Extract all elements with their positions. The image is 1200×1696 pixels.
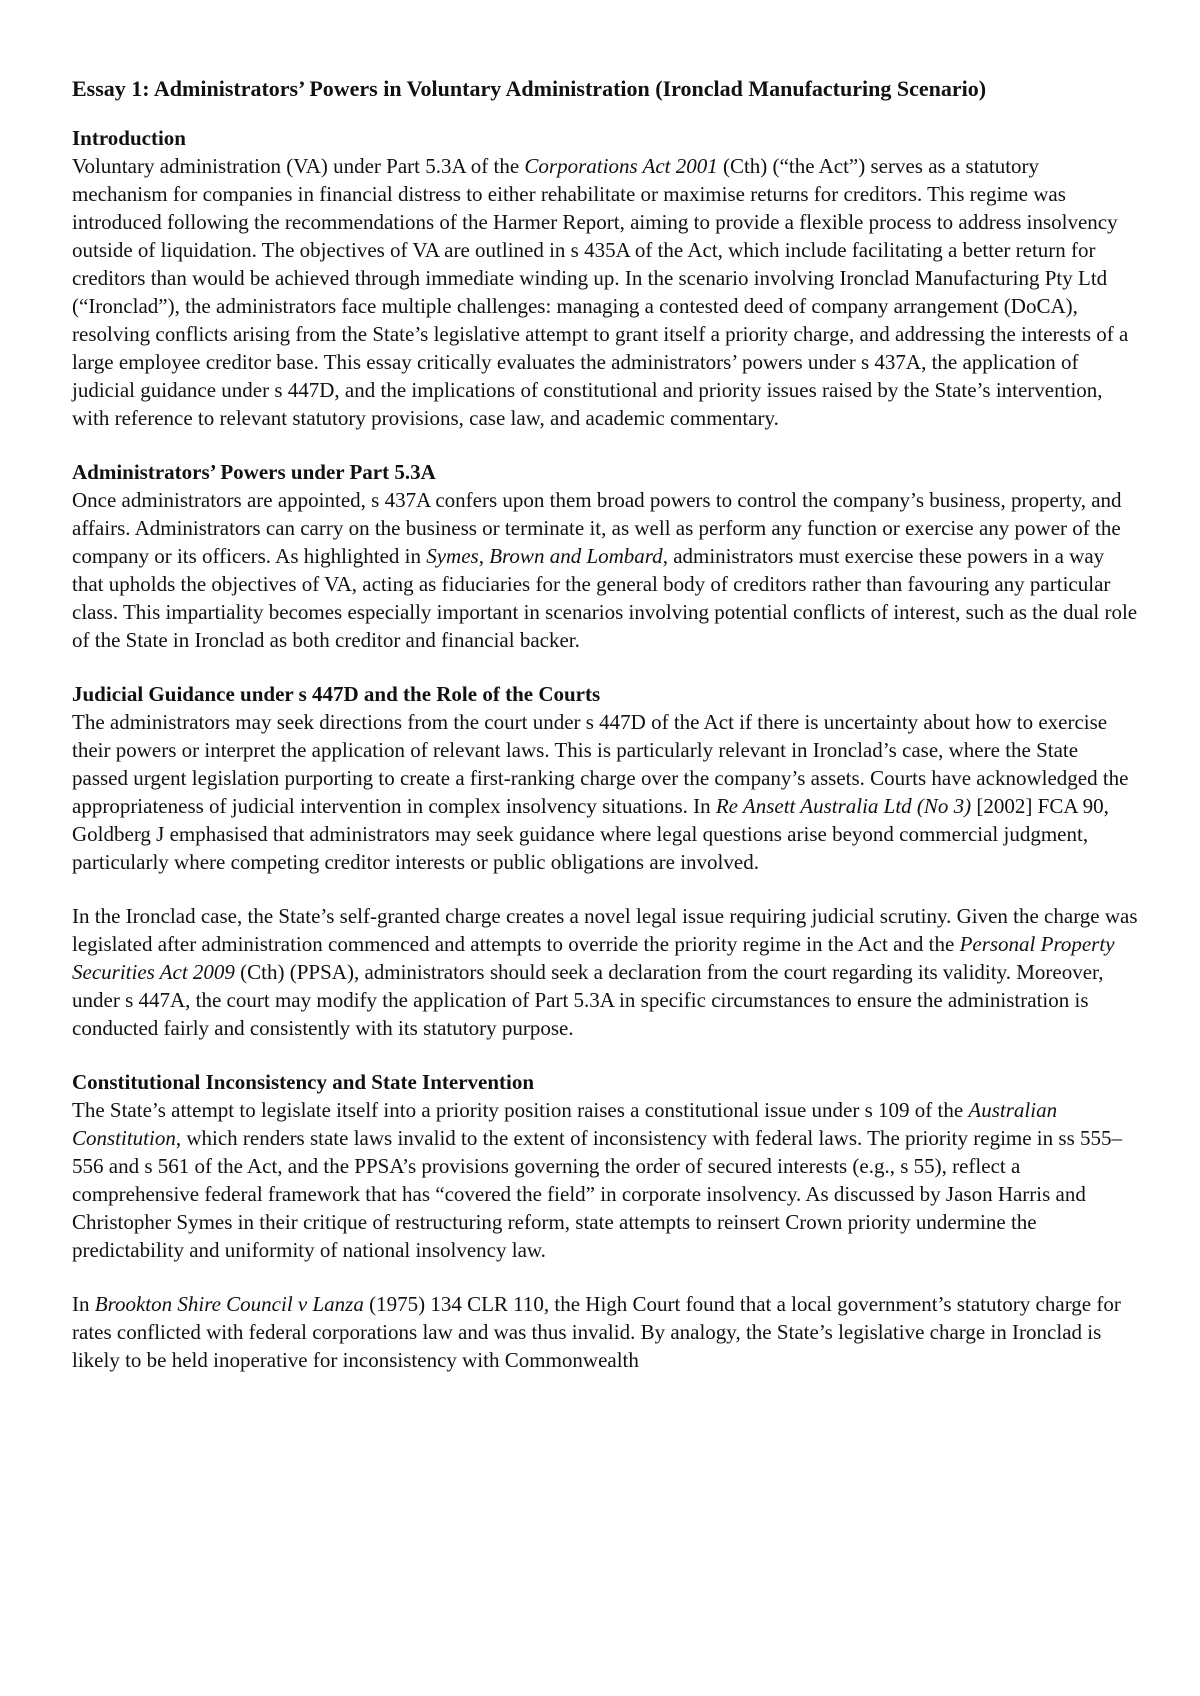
text-run: , which renders state laws invalid to the extent of inconsistency with federal laws. The priority regime in ss 555–556 and s 561 of the Act, and the PPSA’s provisions governing the order of secured interests (e.g., s 55), reflect a comprehensive federal framework that has “covered the field” in corporate insolvency. As discussed by Jason Harris and Christopher Symes in their critique of restructuring reform, state attempts to reinsert Crown priority undermine the predictability and uniformity of national insolvency law. xyxy=(72,1126,1122,1262)
case-citation: Re Ansett Australia Ltd (No 3) xyxy=(715,794,972,818)
text-run: (Cth) (“the Act”) serves as a statutory mechanism for companies in financial distress to either rehabilitate or maximise returns for creditors. This regime was introduced following the recommendations of the Harmer Report, aiming to provide a flexible process to address insolvency outside of liquidation. The objectives of VA are outlined in s 435A of the Act, which include facilitating a better return for creditors than would be achieved through immediate winding up. In the scenario involving Ironclad Manufacturing Pty Ltd (“Ironclad”), the administrators face multiple challenges: managing a contested deed of company arrangement (DoCA), resolving conflicts arising from the State’s legislative attempt to grant itself a priority charge, and addressing the interests of a large employee creditor base. This essay critically evaluates the administrators’ powers under s 437A, the application of judicial guidance under s 447D, and the implications of constitutional and priority issues raised by the State’s intervention, with reference to relevant statutory provisions, case law, and academic commentary. xyxy=(72,154,1129,430)
text-run: [2002] FCA 90, Goldberg J emphasised that administrators may seek guidance where legal questions arise beyond commercial judgment, particularly where competing creditor interests or public obligations are involved. xyxy=(72,794,1109,874)
act-citation: Personal Property Securities Act 2009 xyxy=(72,932,1115,984)
section-judicial-guidance xyxy=(72,680,1138,1042)
constitutional-heading: Constitutional Inconsistency and State Intervention xyxy=(72,1070,535,1094)
section-constitutional xyxy=(72,1068,1138,1374)
powers-paragraph xyxy=(72,486,1138,654)
judicial-heading: Judicial Guidance under s 447D and the Role of the Courts xyxy=(72,682,601,706)
constitution-citation: Australian Constitution xyxy=(72,1098,1058,1150)
section-powers xyxy=(72,458,1138,654)
introduction-paragraph xyxy=(72,152,1138,432)
book-citation: Symes, Brown and Lombard xyxy=(426,544,663,568)
section-introduction xyxy=(72,124,1138,432)
case-citation: Brookton Shire Council v Lanza xyxy=(94,1292,364,1316)
judicial-paragraph-1 xyxy=(72,708,1138,876)
powers-heading: Administrators’ Powers under Part 5.3A xyxy=(72,460,436,484)
document-page xyxy=(72,72,1138,1400)
act-citation: Corporations Act 2001 xyxy=(524,154,718,178)
text-run: The administrators may seek directions from the court under s 447D of the Act if there is uncertainty about how to exercise their powers or interpret the application of relevant laws. This is particularly relevant in Ironclad’s case, where the State passed urgent legislation purporting to create a first-ranking charge over the company’s assets. Courts have acknowledged the appropriateness of judicial intervention in complex insolvency situations. In xyxy=(72,710,1129,818)
constitutional-paragraph-2 xyxy=(72,1290,1138,1374)
text-run: In xyxy=(72,1292,95,1316)
introduction-heading: Introduction xyxy=(72,126,186,150)
text-run: (Cth) (PPSA), administrators should seek a declaration from the court regarding its validity. Moreover, under s 447A, the court may modify the application of Part 5.3A in specific circumstances to ensure the administration is conducted fairly and consistently with its statutory purpose. xyxy=(72,960,1104,1040)
essay-title: Essay 1: Administrators’ Powers in Voluntary Administration (Ironclad Manufacturing Scenario) xyxy=(72,76,987,101)
constitutional-paragraph-1 xyxy=(72,1096,1138,1264)
text-run: In the Ironclad case, the State’s self-granted charge creates a novel legal issue requiring judicial scrutiny. Given the charge was legislated after administration commenced and attempts to override the priority regime in the Act and the xyxy=(72,904,1138,956)
text-run: Once administrators are appointed, s 437A confers upon them broad powers to control the company’s business, property, and affairs. Administrators can carry on the business or terminate it, as well as perform any function or exercise any power of the company or its officers. As highlighted in xyxy=(72,488,1122,568)
text-run: (1975) 134 CLR 110, the High Court found that a local government’s statutory charge for rates conflicted with federal corporations law and was thus invalid. By analogy, the State’s legislative charge in Ironclad is likely to be held inoperative for inconsistency with Commonwealth xyxy=(72,1292,1121,1372)
text-run: The State’s attempt to legislate itself into a priority position raises a constitutional issue under s 109 of the xyxy=(72,1098,969,1122)
text-run: , administrators must exercise these powers in a way that upholds the objectives of VA, acting as fiduciaries for the general body of creditors rather than favouring any particular class. This impartiality becomes especially important in scenarios involving potential conflicts of interest, such as the dual role of the State in Ironclad as both creditor and financial backer. xyxy=(72,544,1138,652)
judicial-paragraph-2 xyxy=(72,902,1138,1042)
text-run: Voluntary administration (VA) under Part 5.3A of the xyxy=(72,154,525,178)
